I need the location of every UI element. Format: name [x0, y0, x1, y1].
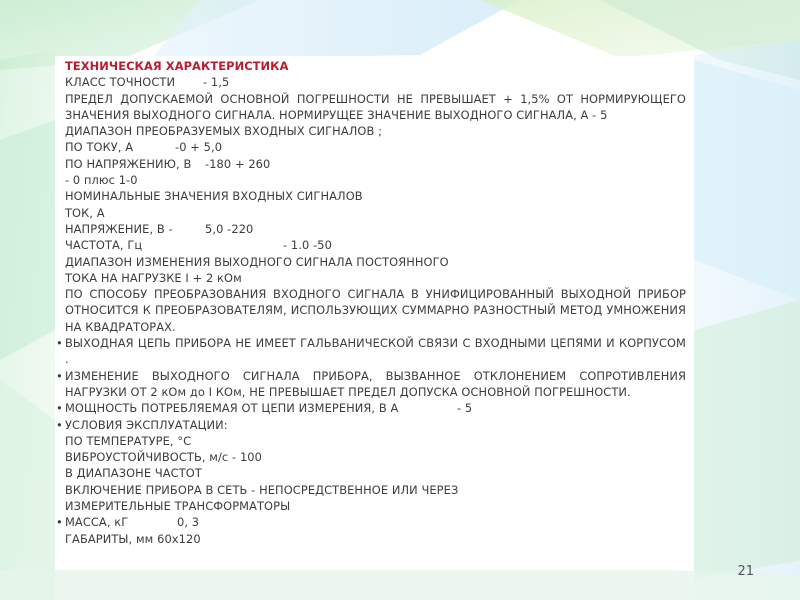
page-number: 21 [737, 564, 754, 579]
connection-line: ВКЛЮЧЕНИЕ ПРИБОРА В СЕТЬ - НЕПОСРЕДСТВЕННОЕ ИЛИ ЧЕРЕЗ [65, 482, 459, 497]
accuracy-value: - 1,5 [203, 75, 230, 90]
frequency-label: ЧАСТОТА, Гц [65, 238, 143, 253]
voltage-label: ПО НАПРЯЖЕНИЮ, В [65, 156, 192, 171]
current-line [56, 139, 686, 155]
power-value: - 5 [457, 401, 473, 416]
vibration-line: ВИБРОУСТОЙЧИВОСТЬ, м/с - 100 [65, 450, 262, 465]
mass-value: 0, 3 [177, 515, 200, 530]
temperature-line: ПО ТЕМПЕРАТУРЕ, °С [65, 433, 192, 448]
input-range-line: ДИАПАЗОН ПРЕОБРАЗУЕМЫХ ВХОДНЫХ СИГНАЛОВ ; [65, 124, 383, 139]
output-load-line: ТОКА НА НАГРУЗКЕ I + 2 кОм [65, 270, 242, 285]
method-text: ПО СПОСОБУ ПРЕОБРАЗОВАНИЯ ВХОДНОГО СИГНАЛА В УНИФИЦИРОВАННЫЙ ВЫХОДНОЙ ПРИБОР ОТНОСИТСЯ К ПРЕОБРАЗОВАТЕЛЯМ, ИСПОЛЬЗУЮЩИХ СУММАРНО РАЗНОСТНЫЙ МЕТОД УМНОЖЕНИЯ НА КВАДРАТОРАХ. [65, 287, 686, 334]
slide-title: ТЕХНИЧЕСКАЯ ХАРАКТЕРИСТИКА [65, 59, 289, 73]
bullet-deviation: • ИЗМЕНЕНИЕ ВЫХОДНОГО СИГНАЛА ПРИБОРА, ВЫЗВАННОЕ ОТКЛОНЕНИЕМ СОПРОТИВЛЕНИЯ НАГРУЗКИ ОТ 2 кОм до I КОм, НЕ ПРЕВЫШАЕТ ПРЕДЕЛ ДОПУСКА ОСНОВНОЙ ПОГРЕШНОСТИ. [56, 368, 686, 401]
bullet-galvanic: • ВЫХОДНАЯ ЦЕПЬ ПРИБОРА НЕ ИМЕЕТ ГАЛЬВАНИЧЕСКОЙ СВЯЗИ С ВХОДНЫМИ ЦЕПЯМИ И КОРПУСОМ . [56, 335, 686, 368]
output-range-line: ДИАПАЗОН ИЗМЕНЕНИЯ ВЫХОДНОГО СИГНАЛА ПОСТОЯННОГО [65, 254, 449, 269]
accuracy-label: КЛАСС ТОЧНОСТИ [65, 75, 176, 90]
freq-range-line: В ДИАПАЗОНЕ ЧАСТОТ [65, 466, 202, 481]
current-label: ПО ТОКУ, А [65, 140, 134, 155]
voltage-value: -180 + 260 [205, 156, 271, 171]
nominal-voltage-label: НАПРЯЖЕНИЕ, В - [65, 221, 173, 236]
dimensions-line: ГАБАРИТЫ, мм 60х120 [65, 531, 201, 546]
transformers-line: ИЗМЕРИТЕЛЬНЫЕ ТРАНСФОРМАТОРЫ [65, 499, 291, 514]
nominal-voltage-line [56, 221, 686, 237]
slide-content [56, 58, 686, 547]
mass-label: • МАССА, кГ [65, 515, 129, 530]
frequency-line [56, 237, 686, 253]
nominal-line: НОМИНАЛЬНЫЕ ЗНАЧЕНИЯ ВХОДНЫХ СИГНАЛОВ [65, 189, 363, 204]
bullet-mass [56, 514, 686, 530]
current-value: -0 + 5,0 [175, 140, 223, 155]
error-text: ПРЕДЕЛ ДОПУСКАЕМОЙ ОСНОВНОЙ ПОГРЕШНОСТИ НЕ ПРЕВЫШАЕТ + 1,5% ОТ НОРМИРУЮЩЕГО ЗНАЧЕНИЯ ВЫХОДНОГО СИГНАЛА. НОРМИРУЩЕЕ ЗНАЧЕНИЕ ВЫХОДНОГО СИГНАЛА, А - 5 [65, 91, 686, 122]
bullet-power [56, 400, 686, 416]
zero-plus-line: - 0 плюс 1-0 [65, 173, 138, 188]
bullet-conditions: • УСЛОВИЯ ЭКСПЛУАТАЦИИ: [56, 417, 686, 433]
current-a-line: ТОК, А [65, 205, 105, 220]
nominal-voltage-value: 5,0 -220 [205, 221, 254, 236]
power-label: • МОЩНОСТЬ ПОТРЕБЛЯЕМАЯ ОТ ЦЕПИ ИЗМЕРЕНИЯ, В А [65, 401, 399, 416]
frequency-value: - 1.0 -50 [283, 238, 332, 253]
accuracy-line [56, 74, 686, 90]
voltage-line [56, 156, 686, 172]
